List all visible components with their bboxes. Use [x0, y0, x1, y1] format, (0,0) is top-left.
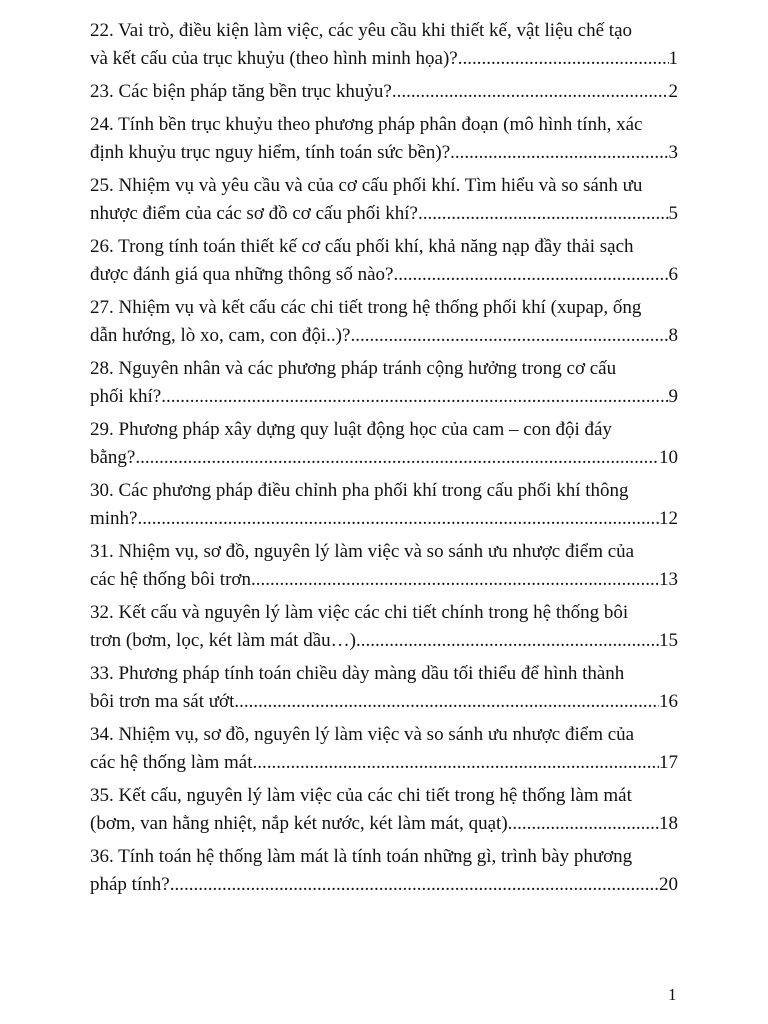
dot-leader [253, 749, 660, 777]
toc-entry-text: 31. Nhiệm vụ, sơ đồ, nguyên lý làm việc và so sánh ưu nhược điểm của [90, 541, 635, 562]
toc-entry-text: nhược điểm của các sơ đồ cơ cấu phối khí? [90, 203, 418, 224]
toc-entry-text: dẫn hướng, lò xo, cam, con đội..)? [90, 325, 351, 346]
toc-entry-26 [90, 233, 678, 289]
toc-entry-text: pháp tính? [90, 874, 170, 895]
toc-entry-text: bôi trơn ma sát ướt [90, 691, 235, 712]
dot-leader [161, 383, 668, 411]
toc-entry-text: 27. Nhiệm vụ và kết cấu các chi tiết trong hệ thống phối khí (xupap, ống [90, 297, 642, 318]
toc-entry-32 [90, 599, 678, 655]
toc-page-number: 15 [659, 630, 678, 651]
toc-page-number: 18 [659, 813, 678, 834]
dot-leader [393, 261, 668, 289]
dot-leader [418, 200, 669, 228]
toc-page-number: 20 [659, 874, 678, 895]
toc-page-number: 5 [668, 203, 678, 224]
dot-leader [234, 688, 659, 716]
toc-entry-leader-line [90, 322, 678, 350]
toc-entry-24 [90, 111, 678, 167]
toc-entry-text: định khuỷu trục nguy hiểm, tính toán sức bền)? [90, 142, 451, 163]
dot-leader [458, 45, 669, 73]
toc-entry-30 [90, 477, 678, 533]
toc-entry-27 [90, 294, 678, 350]
toc-entry-text: 26. Trong tính toán thiết kế cơ cấu phối khí, khả năng nạp đầy thải sạch [90, 236, 634, 257]
toc-entry-23 [90, 78, 678, 106]
toc-entry-25 [90, 172, 678, 228]
toc-page-number: 3 [668, 142, 678, 163]
toc-page-number: 13 [659, 569, 678, 590]
dot-leader [138, 505, 660, 533]
toc-entry-text: 23. Các biện pháp tăng bền trục khuỷu? [90, 81, 392, 102]
toc-entry-text: các hệ thống làm mát [90, 752, 253, 773]
toc-entry-leader-line [90, 383, 678, 411]
toc-entry-leader-line [90, 505, 678, 533]
toc-entry-text: 35. Kết cấu, nguyên lý làm việc của các chi tiết trong hệ thống làm mát [90, 785, 632, 806]
toc-entry-text: 32. Kết cấu và nguyên lý làm việc các chi tiết chính trong hệ thống bôi [90, 602, 629, 623]
toc-entry-text: 24. Tính bền trục khuỷu theo phương pháp phân đoạn (mô hình tính, xác [90, 114, 643, 135]
toc-entry-text: 29. Phương pháp xây dựng quy luật động học của cam – con đội đáy [90, 419, 612, 440]
toc-entry-text: (bơm, van hằng nhiệt, nắp két nước, két làm mát, quạt) [90, 813, 508, 834]
toc-entry-leader-line [90, 566, 678, 594]
toc-page-number: 10 [659, 447, 678, 468]
toc-page-number: 6 [668, 264, 678, 285]
toc-page-number: 12 [659, 508, 678, 529]
toc-entry-text: 25. Nhiệm vụ và yêu cầu và của cơ cấu phối khí. Tìm hiểu và so sánh ưu [90, 175, 643, 196]
toc-page-number: 2 [668, 81, 678, 102]
toc-entry-leader-line [90, 444, 678, 472]
toc-entry-leader-line [90, 139, 678, 167]
toc-page-number: 16 [659, 691, 678, 712]
toc-entry-text: 33. Phương pháp tính toán chiều dày màng dầu tối thiểu để hình thành [90, 663, 625, 684]
toc-entry-leader-line [90, 78, 678, 106]
toc-entry-22 [90, 17, 678, 73]
dot-leader [392, 78, 669, 106]
toc-page-number: 8 [668, 325, 678, 346]
toc-page-number: 9 [668, 386, 678, 407]
toc-entry-text: các hệ thống bôi trơn [90, 569, 251, 590]
toc-entry-text: được đánh giá qua những thông số nào? [90, 264, 394, 285]
dot-leader [350, 322, 668, 350]
dot-leader [170, 871, 659, 899]
toc-entry-text: 22. Vai trò, điều kiện làm việc, các yêu cầu khi thiết kế, vật liệu chế tạo [90, 20, 633, 41]
toc-entry-33 [90, 660, 678, 716]
toc-entry-28 [90, 355, 678, 411]
dot-leader [450, 139, 668, 167]
page-number: 1 [668, 985, 677, 1004]
toc-entry-text: trơn (bơm, lọc, két làm mát dầu…) [90, 630, 356, 651]
table-of-contents [90, 17, 678, 904]
toc-entry-leader-line [90, 200, 678, 228]
toc-entry-leader-line [90, 45, 678, 73]
toc-entry-29 [90, 416, 678, 472]
toc-entry-leader-line [90, 261, 678, 289]
toc-entry-leader-line [90, 749, 678, 777]
dot-leader [251, 566, 659, 594]
toc-entry-31 [90, 538, 678, 594]
toc-entry-text: 30. Các phương pháp điều chỉnh pha phối khí trong cấu phối khí thông [90, 480, 629, 501]
toc-entry-leader-line [90, 871, 678, 899]
dot-leader [135, 444, 659, 472]
toc-page-number: 1 [668, 48, 678, 69]
dot-leader [356, 627, 659, 655]
toc-entry-text: 28. Nguyên nhân và các phương pháp tránh cộng hưởng trong cơ cấu [90, 358, 617, 379]
toc-entry-34 [90, 721, 678, 777]
toc-entry-36 [90, 843, 678, 899]
toc-entry-text: 34. Nhiệm vụ, sơ đồ, nguyên lý làm việc và so sánh ưu nhược điểm của [90, 724, 635, 745]
dot-leader [508, 810, 659, 838]
toc-page-number: 17 [659, 752, 678, 773]
toc-entry-text: bằng? [90, 447, 136, 468]
toc-entry-leader-line [90, 810, 678, 838]
toc-entry-leader-line [90, 627, 678, 655]
toc-entry-text: phối khí? [90, 386, 162, 407]
toc-entry-leader-line [90, 688, 678, 716]
toc-entry-text: 36. Tính toán hệ thống làm mát là tính toán những gì, trình bày phương [90, 846, 633, 867]
toc-entry-text: và kết cấu của trục khuỷu (theo hình minh họa)? [90, 48, 458, 69]
toc-entry-35 [90, 782, 678, 838]
toc-entry-text: minh? [90, 508, 138, 529]
